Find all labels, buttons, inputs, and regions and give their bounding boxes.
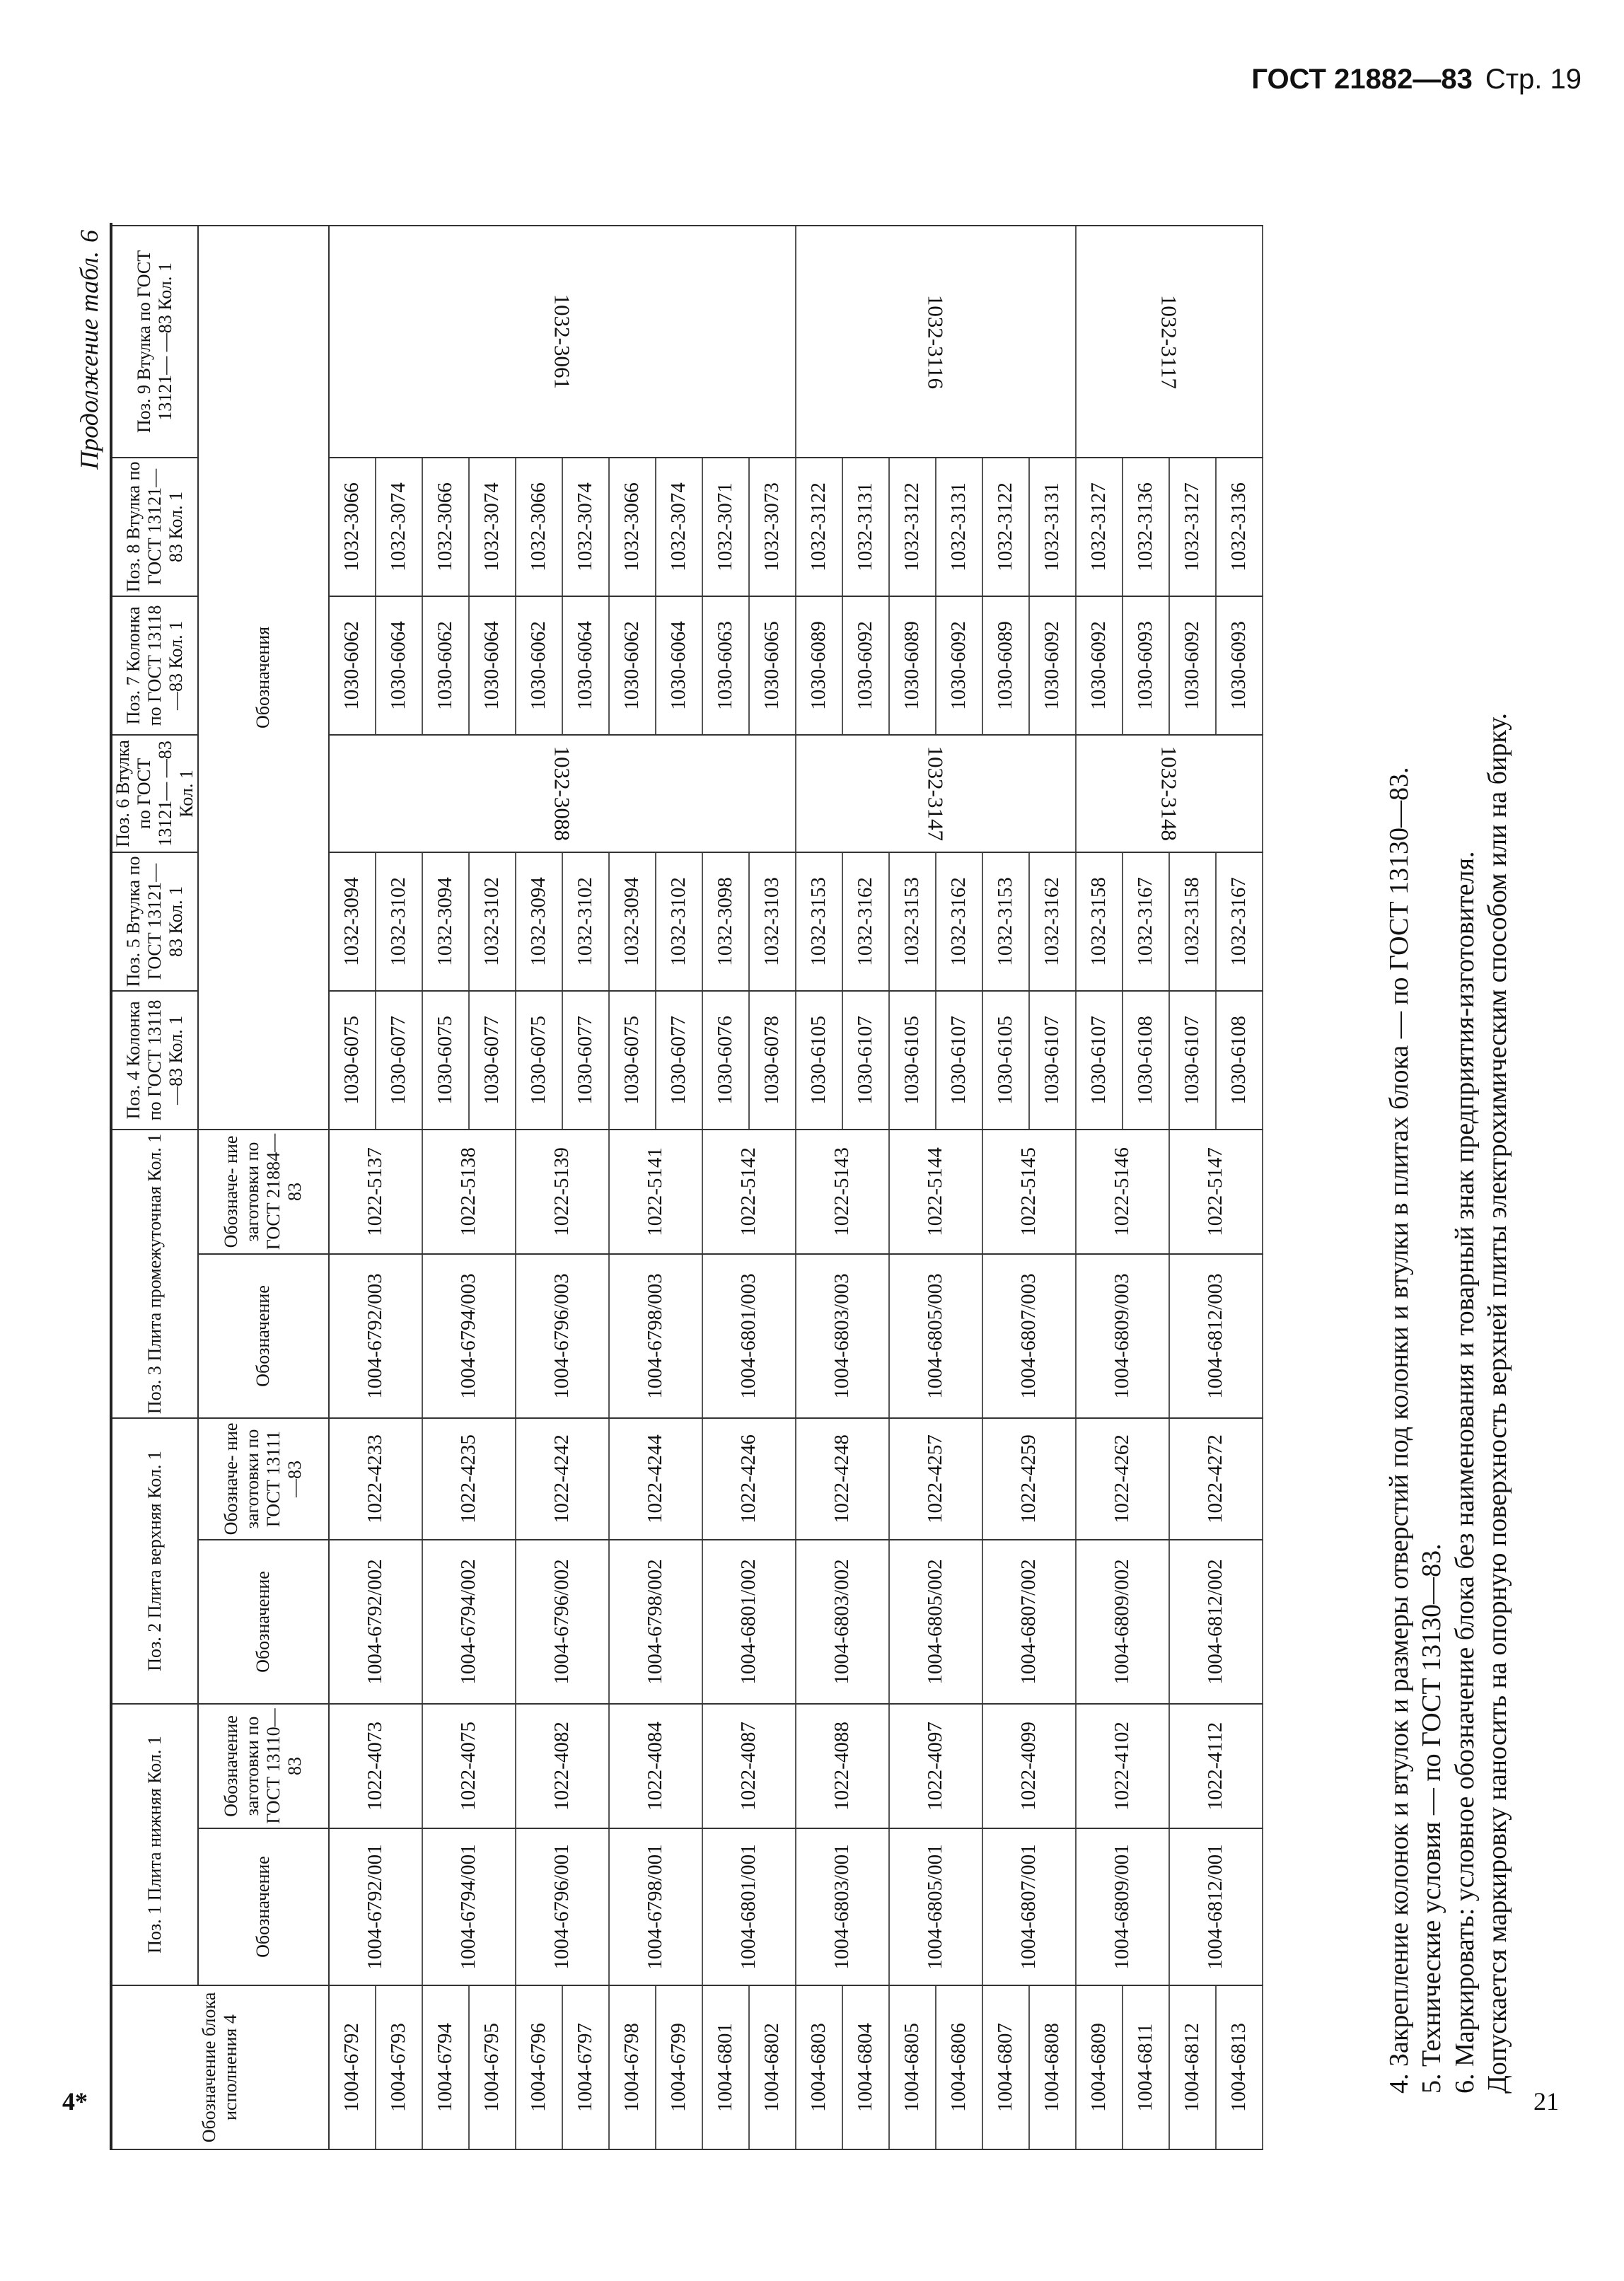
cell-block: 1004-6804 [842,1985,889,2149]
cell-pos4: 1030-6105 [796,991,842,1130]
cell-pos2-blank: 1022-4272 [1169,1418,1263,1540]
cell-pos8: 1032-3127 [1169,458,1216,596]
cell-block: 1004-6798 [609,1985,656,2149]
cell-block: 1004-6809 [1076,1985,1123,2149]
cell-pos4: 1030-6075 [422,991,469,1130]
cell-pos5: 1032-3153 [796,852,842,991]
cell-pos7: 1030-6062 [609,596,656,735]
cell-pos4: 1030-6077 [562,991,609,1130]
col-header-pos8: Поз. 8 Втулка по ГОСТ 13121—83 Кол. 1 [112,458,198,596]
cell-pos7: 1030-6089 [982,596,1029,735]
cell-block: 1004-6792 [329,1985,376,2149]
cell-pos2-blank: 1022-4259 [982,1418,1076,1540]
cell-pos2-designation: 1004-6794/002 [422,1540,516,1704]
standard-number: ГОСТ 21882—83 [1251,64,1473,95]
pos6-value: 1032-3148 [1156,745,1182,842]
table-row [329,226,376,2149]
table-row [702,226,749,2149]
cell-pos2-designation: 1004-6796/002 [516,1540,609,1704]
cell-pos3-blank: 1022-5144 [889,1130,982,1254]
cell-pos8: 1032-3136 [1216,458,1263,596]
cell-pos1-blank: 1022-4075 [422,1704,516,1828]
cell-pos1-blank: 1022-4112 [1169,1704,1263,1828]
cell-pos5: 1032-3153 [982,852,1029,991]
cell-pos5: 1032-3102 [562,852,609,991]
cell-pos7: 1030-6064 [376,596,422,735]
cell-pos9-group [329,226,796,458]
cell-pos8: 1032-3073 [749,458,796,596]
cell-pos2-blank: 1022-4242 [516,1418,609,1540]
cell-pos3-blank: 1022-5138 [422,1130,516,1254]
cell-block: 1004-6796 [516,1985,562,2149]
table-row [1169,226,1216,2149]
cell-pos8: 1032-3136 [1123,458,1169,596]
cell-pos1-blank: 1022-4097 [889,1704,982,1828]
cell-pos5: 1032-3094 [422,852,469,991]
cell-pos5: 1032-3102 [656,852,702,991]
cell-pos7: 1030-6093 [1123,596,1169,735]
cell-pos3-designation: 1004-6803/003 [796,1254,889,1418]
cell-pos7: 1030-6092 [1029,596,1076,735]
cell-pos5: 1032-3153 [889,852,936,991]
cell-pos2-blank: 1022-4235 [422,1418,516,1540]
table-row [1076,226,1123,2149]
cell-pos1-designation: 1004-6792/001 [329,1828,422,1985]
cell-pos8: 1032-3071 [702,458,749,596]
cell-pos8: 1032-3122 [796,458,842,596]
table-number: 6 [75,230,103,243]
cell-pos1-designation: 1004-6807/001 [982,1828,1076,1985]
cell-pos1-designation: 1004-6803/001 [796,1828,889,1985]
cell-pos5: 1032-3158 [1076,852,1123,991]
cell-pos3-designation: 1004-6798/003 [609,1254,702,1418]
cell-pos6-group [1076,735,1263,852]
cell-pos2-blank: 1022-4248 [796,1418,889,1540]
col-header-pos4: Поз. 4 Колонка по ГОСТ 13118—83 Кол. 1 [112,991,198,1130]
cell-pos7: 1030-6092 [1169,596,1216,735]
cell-pos5: 1032-3158 [1169,852,1216,991]
cell-pos4: 1030-6075 [329,991,376,1130]
cell-pos1-designation: 1004-6801/001 [702,1828,796,1985]
cell-pos7: 1030-6092 [1076,596,1123,735]
cell-pos7: 1030-6063 [702,596,749,735]
cell-pos2-blank: 1022-4246 [702,1418,796,1540]
col-header-pos2: Поз. 2 Плита верхняя Кол. 1 [112,1418,198,1704]
table-row [609,226,656,2149]
cell-block: 1004-6807 [982,1985,1029,2149]
col-header-pos6: Поз. 6 Втулка по ГОСТ 13121— —83 Кол. 1 [112,735,198,852]
cell-block: 1004-6808 [1029,1985,1076,2149]
cell-pos4: 1030-6077 [656,991,702,1130]
cell-pos4: 1030-6107 [936,991,982,1130]
table-row [422,226,469,2149]
table-row [796,226,842,2149]
cell-pos2-designation: 1004-6792/002 [329,1540,422,1704]
subheader-blank-13111: Обозначе- ние заготовки по ГОСТ 13111—83 [198,1418,329,1540]
cell-pos8: 1032-3131 [1029,458,1076,596]
cell-pos3-designation: 1004-6809/003 [1076,1254,1169,1418]
cell-pos5: 1032-3102 [469,852,516,991]
cell-pos8: 1032-3122 [889,458,936,596]
cell-block: 1004-6802 [749,1985,796,2149]
cell-pos3-designation: 1004-6812/003 [1169,1254,1263,1418]
footer-page-number: 21 [1533,2087,1559,2115]
cell-pos3-blank: 1022-5147 [1169,1130,1263,1254]
cell-pos7: 1030-6064 [469,596,516,735]
cell-pos8: 1032-3066 [516,458,562,596]
cell-pos2-designation: 1004-6805/002 [889,1540,982,1704]
table-row [889,226,936,2149]
cell-pos3-blank: 1022-5137 [329,1130,422,1254]
cell-block: 1004-6812 [1169,1985,1216,2149]
cell-block: 1004-6793 [376,1985,422,2149]
pos6-value: 1032-3088 [550,745,575,842]
cell-pos7: 1030-6064 [656,596,702,735]
cell-pos8: 1032-3074 [469,458,516,596]
cell-pos7: 1030-6092 [936,596,982,735]
cell-pos3-designation: 1004-6794/003 [422,1254,516,1418]
cell-block: 1004-6795 [469,1985,516,2149]
cell-pos7: 1030-6089 [796,596,842,735]
cell-pos7: 1030-6089 [889,596,936,735]
cell-pos5: 1032-3167 [1216,852,1263,991]
cell-pos7: 1030-6062 [516,596,562,735]
cell-pos4: 1030-6107 [1169,991,1216,1130]
cell-pos2-designation: 1004-6803/002 [796,1540,889,1704]
cell-pos6-group [796,735,1076,852]
cell-pos5: 1032-3094 [329,852,376,991]
subheader-blank-13110: Обозначение заготовки по ГОСТ 13110—83 [198,1704,329,1828]
cell-pos2-designation: 1004-6807/002 [982,1540,1076,1704]
cell-pos1-blank: 1022-4102 [1076,1704,1169,1828]
note-5: 5. Технические условия — по ГОСТ 13130—83. [1417,1543,1447,2094]
cell-pos8: 1032-3066 [422,458,469,596]
cell-pos1-designation: 1004-6805/001 [889,1828,982,1985]
table-row [982,226,1029,2149]
cell-pos4: 1030-6108 [1123,991,1169,1130]
cell-pos7: 1030-6065 [749,596,796,735]
cell-block: 1004-6801 [702,1985,749,2149]
cell-pos2-blank: 1022-4262 [1076,1418,1169,1540]
cell-pos1-blank: 1022-4099 [982,1704,1076,1828]
col-header-pos3: Поз. 3 Плита промежуточная Кол. 1 [112,1130,198,1418]
rotated-content [60,124,1570,2150]
cell-block: 1004-6811 [1123,1985,1169,2149]
cell-pos8: 1032-3074 [656,458,702,596]
continuation-label [74,230,104,470]
cell-pos2-blank: 1022-4257 [889,1418,982,1540]
cell-pos7: 1030-6062 [329,596,376,735]
cell-pos4: 1030-6078 [749,991,796,1130]
cell-pos2-designation: 1004-6812/002 [1169,1540,1263,1704]
subheader-designation: Обозначение [198,1828,329,1985]
cell-pos2-designation: 1004-6798/002 [609,1540,702,1704]
note-6: 6. Маркировать: условное обозначение блока без наименования и товарный знак предприятия-изготовителя. [1449,851,1480,2094]
cell-pos5: 1032-3162 [936,852,982,991]
cell-pos8: 1032-3066 [609,458,656,596]
note-6-cont: Допускается маркировку наносить на опорную поверхность верхней плиты электрохимическим способом или на бирку. [1483,713,1513,2094]
cell-block: 1004-6803 [796,1985,842,2149]
cell-pos1-blank: 1022-4073 [329,1704,422,1828]
cell-pos5: 1032-3162 [1029,852,1076,991]
cell-pos5: 1032-3094 [609,852,656,991]
cell-pos3-designation: 1004-6807/003 [982,1254,1076,1418]
col-header-block: Обозначение блока исполнения 4 [112,1985,329,2149]
cell-pos7: 1030-6064 [562,596,609,735]
cell-pos7: 1030-6093 [1216,596,1263,735]
cell-pos3-designation: 1004-6801/003 [702,1254,796,1418]
cell-pos1-blank: 1022-4088 [796,1704,889,1828]
cell-pos4: 1030-6105 [982,991,1029,1130]
cell-pos1-designation: 1004-6798/001 [609,1828,702,1985]
cell-pos2-blank: 1022-4233 [329,1418,422,1540]
subheader-blank-21884: Обозначе- ние заготовки по ГОСТ 21884—83 [198,1130,329,1254]
cell-pos5: 1032-3167 [1123,852,1169,991]
cell-pos1-blank: 1022-4082 [516,1704,609,1828]
cell-pos4: 1030-6107 [1029,991,1076,1130]
cell-pos3-designation: 1004-6792/003 [329,1254,422,1418]
cell-pos4: 1030-6077 [376,991,422,1130]
cell-pos3-blank: 1022-5141 [609,1130,702,1254]
col-header-pos7: Поз. 7 Колонка по ГОСТ 13118—83 Кол. 1 [112,596,198,735]
cell-pos3-designation: 1004-6805/003 [889,1254,982,1418]
cell-pos9-group [1076,226,1263,458]
cell-block: 1004-6797 [562,1985,609,2149]
cell-pos8: 1032-3122 [982,458,1029,596]
cell-pos5: 1032-3103 [749,852,796,991]
footer-sheet-mark: 4* [62,2087,88,2115]
cell-pos3-blank: 1022-5143 [796,1130,889,1254]
cell-pos1-blank: 1022-4087 [702,1704,796,1828]
cell-pos2-designation: 1004-6809/002 [1076,1540,1169,1704]
cell-pos3-blank: 1022-5146 [1076,1130,1169,1254]
cell-pos7: 1030-6062 [422,596,469,735]
cell-pos2-blank: 1022-4244 [609,1418,702,1540]
cell-pos1-designation: 1004-6794/001 [422,1828,516,1985]
cell-pos6-group [329,735,796,852]
cell-block: 1004-6799 [656,1985,702,2149]
cell-pos4: 1030-6075 [609,991,656,1130]
col-header-pos5: Поз. 5 Втулка по ГОСТ 13121—83 Кол. 1 [112,852,198,991]
cell-pos4: 1030-6107 [1076,991,1123,1130]
cell-block: 1004-6813 [1216,1985,1263,2149]
cell-pos5: 1032-3094 [516,852,562,991]
cell-pos4: 1030-6105 [889,991,936,1130]
cell-pos1-blank: 1022-4084 [609,1704,702,1828]
cell-pos8: 1032-3066 [329,458,376,596]
cell-pos1-designation: 1004-6809/001 [1076,1828,1169,1985]
cell-pos1-designation: 1004-6796/001 [516,1828,609,1985]
cell-block: 1004-6805 [889,1985,936,2149]
cell-pos8: 1032-3127 [1076,458,1123,596]
col-header-pos1: Поз. 1 Плита нижняя Кол. 1 [112,1704,198,1985]
cell-pos8: 1032-3131 [842,458,889,596]
cell-block: 1004-6806 [936,1985,982,2149]
cell-block: 1004-6794 [422,1985,469,2149]
pos9-value: 1032-3061 [550,294,575,390]
cell-pos1-designation: 1004-6812/001 [1169,1828,1263,1985]
cell-pos8: 1032-3074 [376,458,422,596]
cell-pos3-blank: 1022-5139 [516,1130,609,1254]
cell-pos3-blank: 1022-5142 [702,1130,796,1254]
cell-pos8: 1032-3131 [936,458,982,596]
note-4: 4. Закрепление колонок и втулок и размеры отверстий под колонки и втулки в плитах блока — по ГОСТ 13130—83. [1384,767,1414,2094]
subheader-designation: Обозначение [198,1540,329,1704]
cell-pos4: 1030-6077 [469,991,516,1130]
table-body [329,226,1263,2149]
specification-table [112,225,1263,2150]
cell-pos8: 1032-3074 [562,458,609,596]
notes-block [1383,713,1514,2094]
continuation-text: Продолжение табл. [75,251,103,470]
cell-pos9-group [796,226,1076,458]
cell-pos3-designation: 1004-6796/003 [516,1254,609,1418]
page-number: Стр. 19 [1485,64,1582,95]
cell-pos2-designation: 1004-6801/002 [702,1540,796,1704]
pos9-value: 1032-3117 [1156,294,1182,389]
cell-pos5: 1032-3098 [702,852,749,991]
cell-pos5: 1032-3162 [842,852,889,991]
cell-pos4: 1030-6108 [1216,991,1263,1130]
subheader-designation: Обозначение [198,1254,329,1418]
cell-pos7: 1030-6092 [842,596,889,735]
subheader-designations: Обозначения [198,226,329,1130]
cell-pos4: 1030-6107 [842,991,889,1130]
cell-pos5: 1032-3102 [376,852,422,991]
cell-pos4: 1030-6076 [702,991,749,1130]
pos9-value: 1032-3116 [923,294,949,389]
pos6-value: 1032-3147 [923,745,949,842]
table-row [516,226,562,2149]
cell-pos3-blank: 1022-5145 [982,1130,1076,1254]
cell-pos4: 1030-6075 [516,991,562,1130]
col-header-pos9: Поз. 9 Втулка по ГОСТ 13121— —83 Кол. 1 [112,226,198,458]
page-header [1251,64,1582,95]
